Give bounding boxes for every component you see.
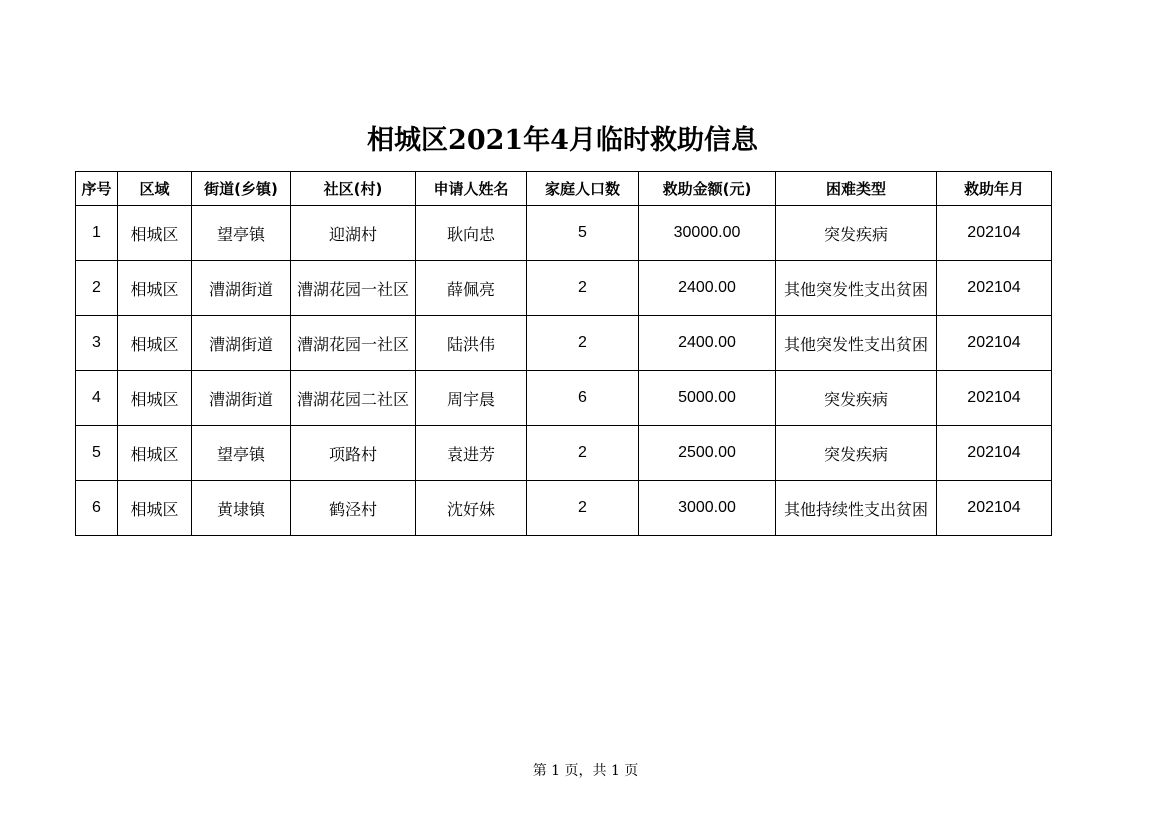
cell-household-size: 2: [527, 316, 639, 371]
cell-household-size: 2: [527, 426, 639, 481]
cell-region: 相城区: [118, 426, 192, 481]
cell-relief-month: 202104: [937, 371, 1052, 426]
cell-applicant: 耿向忠: [416, 206, 527, 261]
header-hardship-type: 困难类型: [776, 172, 937, 206]
cell-community: 项路村: [291, 426, 416, 481]
cell-household-size: 6: [527, 371, 639, 426]
cell-applicant: 袁进芳: [416, 426, 527, 481]
relief-table: [75, 171, 1052, 536]
header-street: 街道(乡镇): [192, 172, 291, 206]
cell-street: 漕湖街道: [192, 316, 291, 371]
cell-index: 4: [76, 371, 118, 426]
table-header-row: [76, 172, 1052, 206]
cell-applicant: 沈好妹: [416, 481, 527, 536]
cell-region: 相城区: [118, 316, 192, 371]
cell-household-size: 2: [527, 481, 639, 536]
cell-amount: 3000.00: [639, 481, 776, 536]
cell-amount: 2500.00: [639, 426, 776, 481]
cell-street: 望亭镇: [192, 206, 291, 261]
table-row: [76, 316, 1052, 371]
table-row: [76, 206, 1052, 261]
cell-applicant: 陆洪伟: [416, 316, 527, 371]
table-row: [76, 371, 1052, 426]
table-row: [76, 426, 1052, 481]
cell-amount: 2400.00: [639, 261, 776, 316]
cell-region: 相城区: [118, 371, 192, 426]
cell-index: 2: [76, 261, 118, 316]
cell-amount: 5000.00: [639, 371, 776, 426]
cell-community: 迎湖村: [291, 206, 416, 261]
header-applicant: 申请人姓名: [416, 172, 527, 206]
cell-household-size: 5: [527, 206, 639, 261]
cell-household-size: 2: [527, 261, 639, 316]
cell-street: 望亭镇: [192, 426, 291, 481]
page-title: 相城区2021年4月临时救助信息: [367, 125, 758, 156]
cell-community: 鹤泾村: [291, 481, 416, 536]
cell-community: 漕湖花园一社区: [291, 261, 416, 316]
cell-index: 5: [76, 426, 118, 481]
cell-index: 1: [76, 206, 118, 261]
cell-index: 6: [76, 481, 118, 536]
cell-hardship-type: 其他突发性支出贫困: [776, 261, 937, 316]
cell-region: 相城区: [118, 261, 192, 316]
cell-region: 相城区: [118, 481, 192, 536]
cell-relief-month: 202104: [937, 206, 1052, 261]
cell-street: 黄埭镇: [192, 481, 291, 536]
cell-hardship-type: 突发疾病: [776, 371, 937, 426]
cell-hardship-type: 突发疾病: [776, 426, 937, 481]
cell-relief-month: 202104: [937, 316, 1052, 371]
cell-street: 漕湖街道: [192, 261, 291, 316]
page-footer: 第 1 页，共 1 页: [532, 763, 639, 779]
cell-amount: 30000.00: [639, 206, 776, 261]
cell-index: 3: [76, 316, 118, 371]
cell-community: 漕湖花园二社区: [291, 371, 416, 426]
cell-relief-month: 202104: [937, 261, 1052, 316]
header-community: 社区(村): [291, 172, 416, 206]
header-region: 区域: [118, 172, 192, 206]
header-household-size: 家庭人口数: [527, 172, 639, 206]
cell-hardship-type: 突发疾病: [776, 206, 937, 261]
cell-relief-month: 202104: [937, 426, 1052, 481]
table-row: [76, 481, 1052, 536]
cell-amount: 2400.00: [639, 316, 776, 371]
cell-hardship-type: 其他持续性支出贫困: [776, 481, 937, 536]
cell-street: 漕湖街道: [192, 371, 291, 426]
cell-applicant: 周宇晨: [416, 371, 527, 426]
header-index: 序号: [76, 172, 118, 206]
cell-applicant: 薛佩亮: [416, 261, 527, 316]
header-relief-month: 救助年月: [937, 172, 1052, 206]
cell-hardship-type: 其他突发性支出贫困: [776, 316, 937, 371]
header-amount: 救助金额(元): [639, 172, 776, 206]
table-row: [76, 261, 1052, 316]
cell-region: 相城区: [118, 206, 192, 261]
cell-relief-month: 202104: [937, 481, 1052, 536]
cell-community: 漕湖花园一社区: [291, 316, 416, 371]
